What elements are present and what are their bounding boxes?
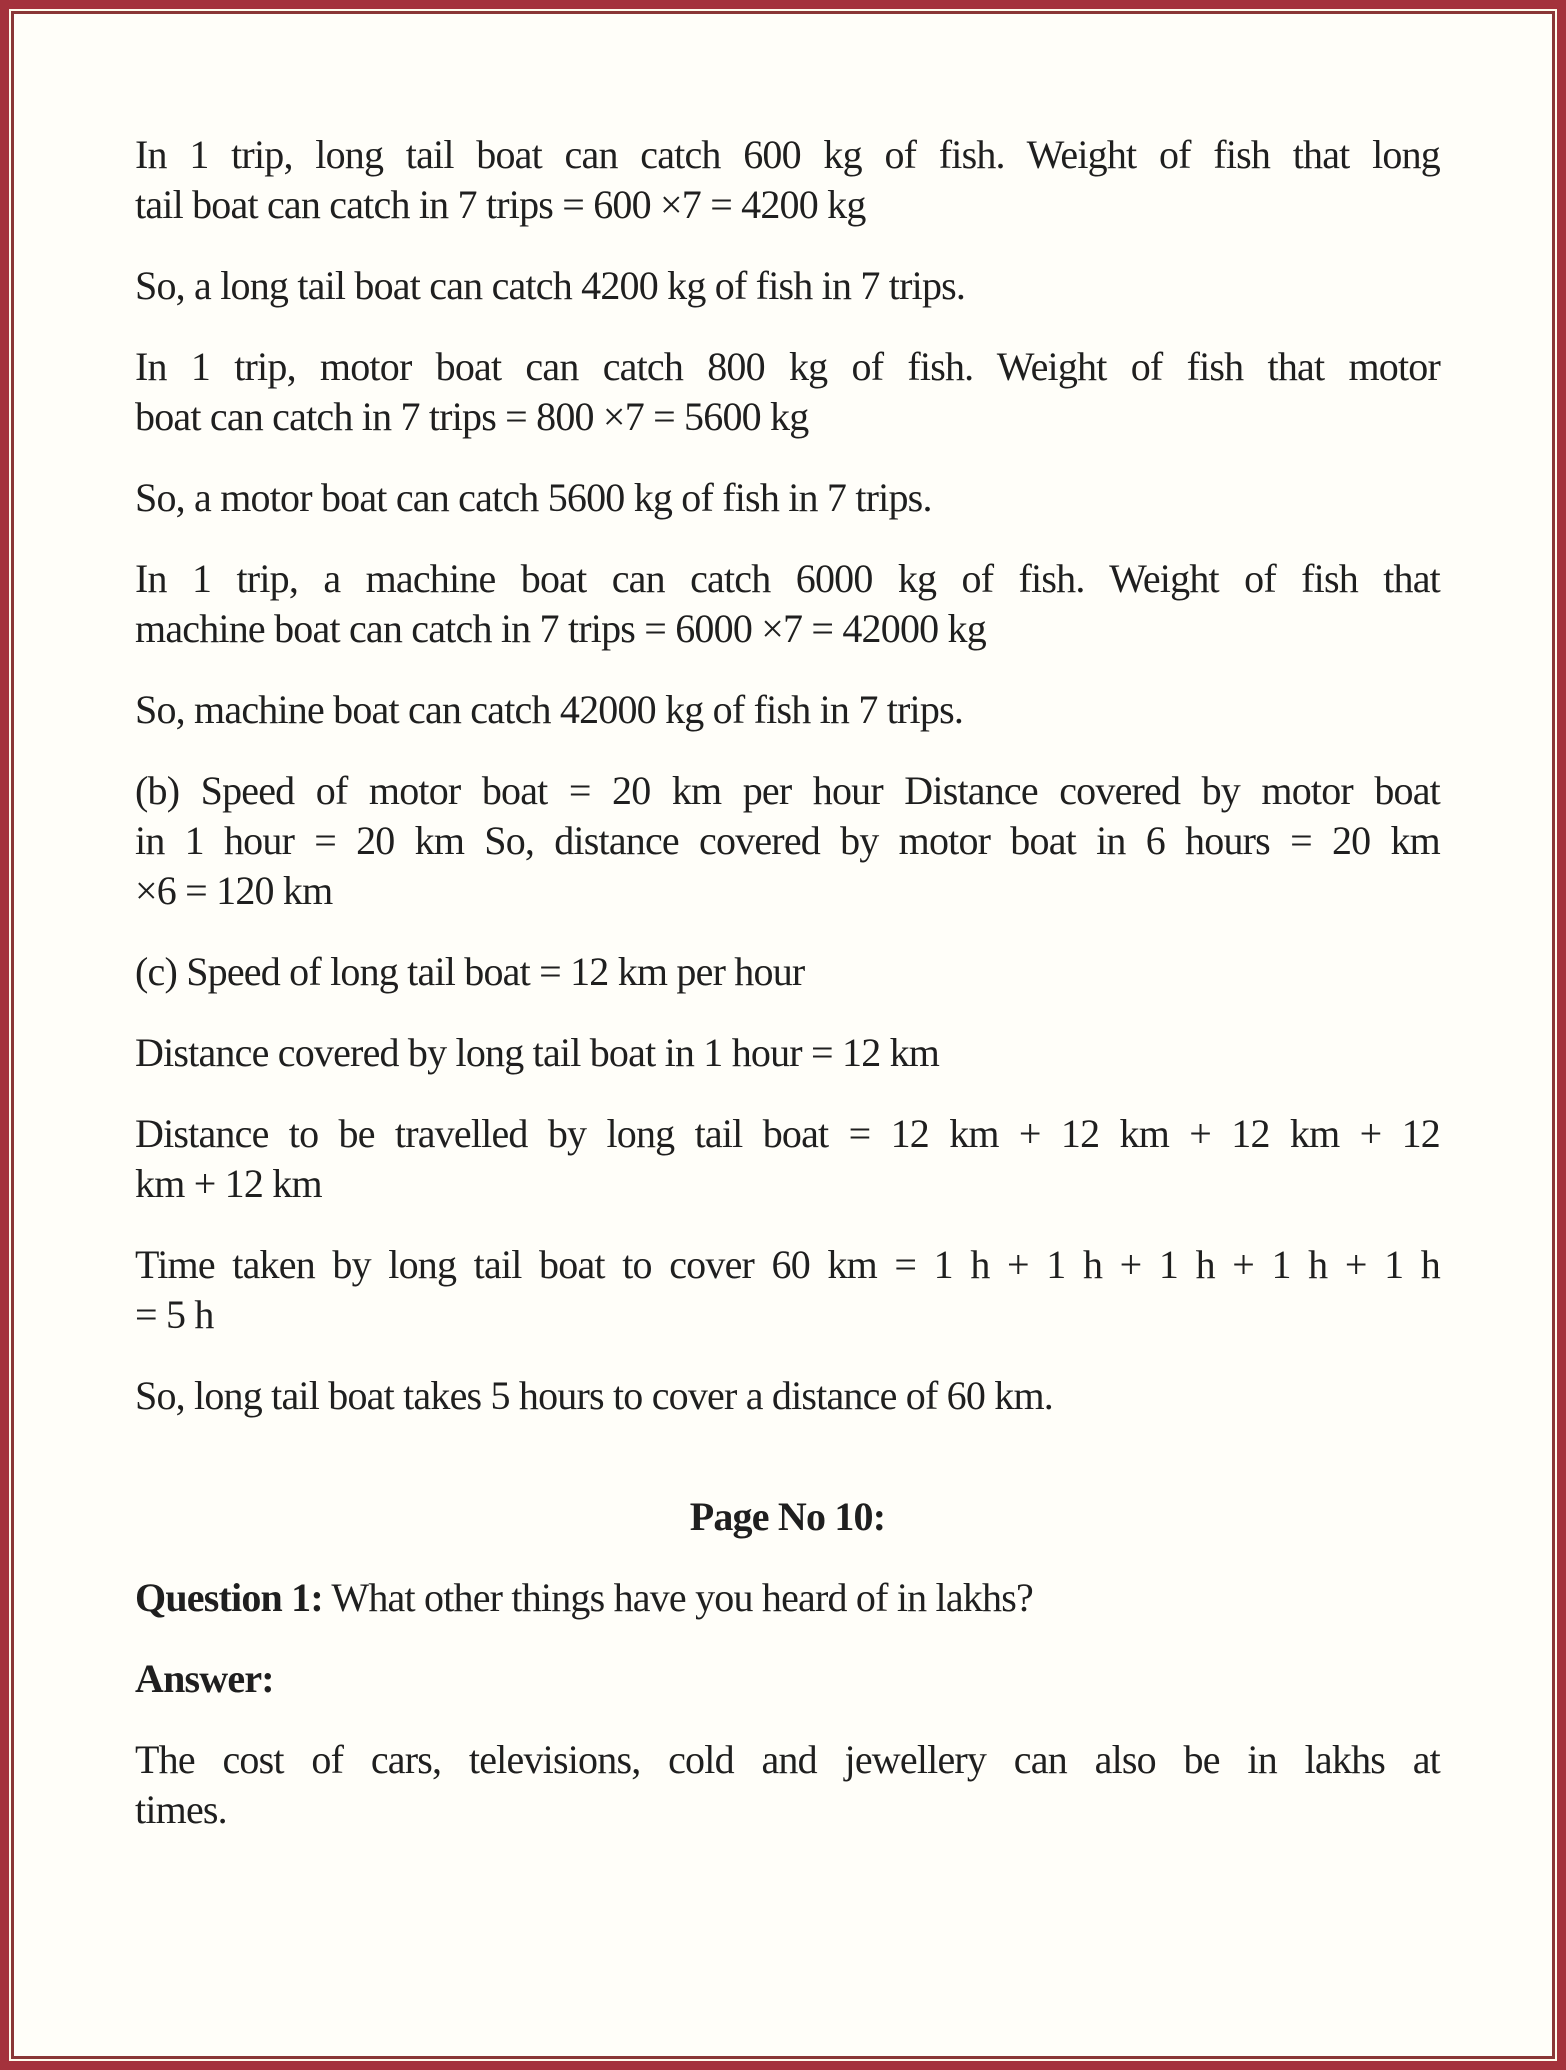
paragraph-line bbox=[135, 1240, 1440, 1290]
document-page bbox=[11, 11, 1555, 2059]
text-segment: times. bbox=[135, 1787, 227, 1832]
text-segment: boat can catch in 7 trips = 800 ×7 = 5600 kg bbox=[135, 394, 809, 439]
paragraph-line bbox=[135, 685, 1440, 735]
paragraph-line bbox=[135, 1290, 1440, 1340]
paragraph-line bbox=[135, 473, 1440, 523]
paragraph-line bbox=[135, 1371, 1440, 1421]
paragraph bbox=[135, 473, 1440, 523]
paragraph-line bbox=[135, 261, 1440, 311]
paragraph-line bbox=[135, 866, 1440, 916]
paragraph-line bbox=[135, 604, 1440, 654]
paragraph bbox=[135, 1654, 1440, 1704]
paragraph bbox=[135, 685, 1440, 735]
text-segment: In 1 trip, a machine boat can catch 6000 kg of fish. Weight of fish that bbox=[135, 556, 1440, 601]
paragraph-line bbox=[135, 1573, 1440, 1623]
paragraph bbox=[135, 1735, 1440, 1835]
paragraph-line bbox=[135, 1492, 1440, 1542]
paragraph-line bbox=[135, 1109, 1440, 1159]
text-segment: (b) Speed of motor boat = 20 km per hour Distance covered by motor boat bbox=[135, 768, 1440, 813]
paragraph-line bbox=[135, 554, 1440, 604]
paragraph-line bbox=[135, 1654, 1440, 1704]
paragraph bbox=[135, 261, 1440, 311]
text-segment: So, machine boat can catch 42000 kg of fish in 7 trips. bbox=[135, 687, 964, 732]
paragraph bbox=[135, 1240, 1440, 1340]
paragraph-line bbox=[135, 342, 1440, 392]
text-segment: Time taken by long tail boat to cover 60 km = 1 h + 1 h + 1 h + 1 h + 1 h bbox=[135, 1242, 1440, 1287]
paragraph bbox=[135, 342, 1440, 442]
text-segment: Distance to be travelled by long tail boat = 12 km + 12 km + 12 km + 12 bbox=[135, 1111, 1440, 1156]
paragraph bbox=[135, 1371, 1440, 1421]
paragraph bbox=[135, 1028, 1440, 1078]
text-segment: in 1 hour = 20 km So, distance covered by motor boat in 6 hours = 20 km bbox=[135, 818, 1440, 863]
paragraph bbox=[135, 1573, 1440, 1623]
paragraph-line bbox=[135, 816, 1440, 866]
bold-text-segment: Question 1: bbox=[135, 1575, 323, 1620]
text-segment: ×6 = 120 km bbox=[135, 868, 333, 913]
text-segment: The cost of cars, televisions, cold and jewellery can also be in lakhs at bbox=[135, 1737, 1440, 1782]
text-segment: So, a long tail boat can catch 4200 kg of fish in 7 trips. bbox=[135, 263, 966, 308]
vertical-spacer bbox=[135, 1452, 1440, 1492]
text-segment: Distance covered by long tail boat in 1 hour = 12 km bbox=[135, 1030, 940, 1075]
paragraph-line bbox=[135, 392, 1440, 442]
paragraph-line bbox=[135, 1735, 1440, 1785]
bold-text-segment: Page No 10: bbox=[689, 1494, 886, 1539]
paragraph bbox=[135, 766, 1440, 916]
page-heading bbox=[135, 1492, 1440, 1542]
text-segment: In 1 trip, motor boat can catch 800 kg of fish. Weight of fish that motor bbox=[135, 344, 1440, 389]
paragraph-line bbox=[135, 130, 1440, 180]
text-segment: machine boat can catch in 7 trips = 6000 ×7 = 42000 kg bbox=[135, 606, 986, 651]
paragraph-line bbox=[135, 1028, 1440, 1078]
paragraph-line bbox=[135, 1785, 1440, 1835]
paragraph-line bbox=[135, 766, 1440, 816]
text-segment: What other things have you heard of in lakhs? bbox=[322, 1575, 1033, 1620]
text-segment: So, long tail boat takes 5 hours to cover a distance of 60 km. bbox=[135, 1373, 1053, 1418]
text-segment: = 5 h bbox=[135, 1292, 214, 1337]
paragraph bbox=[135, 130, 1440, 230]
paragraph-line bbox=[135, 1159, 1440, 1209]
text-segment: In 1 trip, long tail boat can catch 600 kg of fish. Weight of fish that long bbox=[135, 132, 1440, 177]
page-border-gap bbox=[9, 9, 1557, 2061]
text-segment: tail boat can catch in 7 trips = 600 ×7 = 4200 kg bbox=[135, 182, 866, 227]
bold-text-segment: Answer: bbox=[135, 1656, 274, 1701]
paragraph bbox=[135, 554, 1440, 654]
paragraph-line bbox=[135, 947, 1440, 997]
paragraph bbox=[135, 947, 1440, 997]
text-segment: So, a motor boat can catch 5600 kg of fish in 7 trips. bbox=[135, 475, 932, 520]
paragraph-line bbox=[135, 180, 1440, 230]
document-body bbox=[135, 130, 1440, 1835]
paragraph bbox=[135, 1109, 1440, 1209]
text-segment: (c) Speed of long tail boat = 12 km per hour bbox=[135, 949, 805, 994]
text-segment: km + 12 km bbox=[135, 1161, 322, 1206]
